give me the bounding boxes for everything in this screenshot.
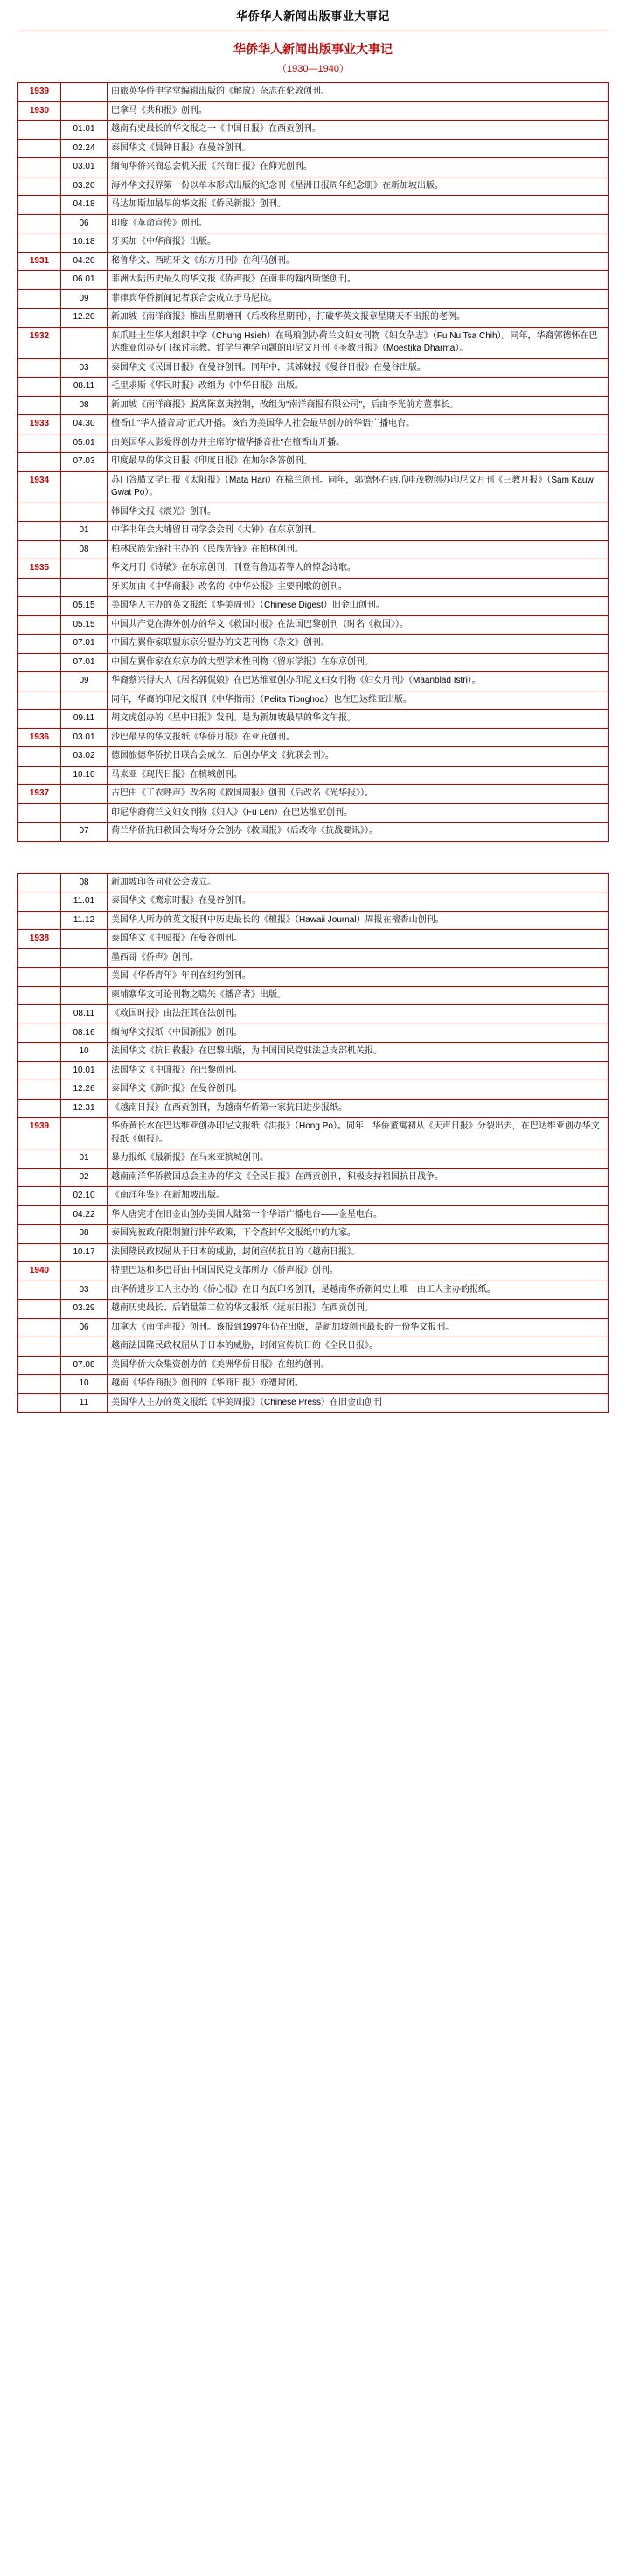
cell-year [18, 691, 61, 710]
cell-year [18, 578, 61, 597]
cell-year [18, 214, 61, 233]
cell-year [18, 139, 61, 158]
cell-year [18, 1005, 61, 1024]
cell-event-text: 柏林民族先锋社主办的《民族先锋》在柏林创刊。 [108, 540, 609, 559]
cell-event-text: 秘鲁华文、西班牙文《东方月刊》在利马创刊。 [108, 252, 609, 271]
page-break-spacer [0, 851, 626, 873]
table-row [18, 540, 609, 559]
cell-date: 10.01 [61, 1061, 108, 1080]
cell-year [18, 396, 61, 415]
cell-year [18, 635, 61, 654]
table-row [18, 653, 609, 672]
cell-event-text: 泰国华文《晨钟日报》在曼谷创刊。 [108, 139, 609, 158]
table-row [18, 948, 609, 968]
cell-date [61, 503, 108, 522]
cell-date: 12.20 [61, 309, 108, 328]
cell-event-text: 华人唐宪才在旧金山创办美国大陆第一个华语广播电台——金星电台。 [108, 1205, 609, 1225]
cell-date: 01 [61, 1149, 108, 1169]
cell-date: 08.11 [61, 1005, 108, 1024]
cell-year [18, 968, 61, 987]
cell-date: 07.01 [61, 635, 108, 654]
table-row [18, 766, 609, 785]
cell-year [18, 378, 61, 397]
cell-event-text: 中国左翼作家在东京办的大型学术性刊物《留东学报》在东京创刊。 [108, 653, 609, 672]
cell-event-text: 印尼华裔荷兰文妇女刊物《妇人》（Fu Len）在巴达维亚创刊。 [108, 803, 609, 823]
cell-year [18, 434, 61, 453]
cell-year: 1939 [18, 1118, 61, 1149]
cell-event-text: 马来亚《现代日报》在槟城创刊。 [108, 766, 609, 785]
cell-year [18, 540, 61, 559]
cell-event-text: 菲律宾华侨新闻记者联合会成立于马尼拉。 [108, 289, 609, 309]
cell-year [18, 1375, 61, 1394]
cell-date: 10 [61, 1043, 108, 1062]
cell-date [61, 803, 108, 823]
cell-date: 08.16 [61, 1024, 108, 1043]
cell-event-text: 越南有史最长的华文报之一《中国日报》在西贡创刊。 [108, 121, 609, 140]
cell-date: 03.20 [61, 177, 108, 196]
cell-date: 07.08 [61, 1356, 108, 1375]
cell-event-text: 柬埔寨华文可论刊物之嚆矢《播音者》出版。 [108, 986, 609, 1005]
cell-event-text: 胡文虎创办的《星中日报》发刊。是为新加坡最早的华文午报。 [108, 710, 609, 729]
cell-event-text: 特里巴达和多巴哥由中国国民党支部所办《侨声报》创刊。 [108, 1262, 609, 1281]
table-row [18, 1061, 609, 1080]
cell-event-text: 德国旅德华侨抗日联合会成立，后创办华文《抗联会刊》。 [108, 747, 609, 767]
table-row [18, 415, 609, 434]
cell-date [61, 83, 108, 102]
cell-event-text: 新加坡《南洋商报》推出星期增刊（后改称星期刊），打破华英文报章星期天不出报的老例。 [108, 309, 609, 328]
cell-year [18, 597, 61, 616]
cell-year: 1931 [18, 252, 61, 271]
cell-year [18, 1099, 61, 1118]
cell-date: 06.01 [61, 271, 108, 290]
cell-date: 11 [61, 1393, 108, 1413]
cell-year [18, 1337, 61, 1357]
cell-year [18, 503, 61, 522]
table-row [18, 1225, 609, 1244]
table-row [18, 1118, 609, 1149]
table-row [18, 597, 609, 616]
cell-year: 1938 [18, 930, 61, 949]
cell-date [61, 578, 108, 597]
cell-year [18, 358, 61, 378]
cell-event-text: 由华侨进步工人主办的《侨心报》在日内瓦印务创刊，是越南华侨新闻史上唯一由工人主办的报纸。 [108, 1281, 609, 1300]
cell-event-text: 新加坡印务同业公会成立。 [108, 873, 609, 892]
cell-event-text: 毛里求斯《华民时报》改组为《中华日报》出版。 [108, 378, 609, 397]
cell-date: 01 [61, 522, 108, 541]
cell-date: 12.31 [61, 1099, 108, 1118]
cell-year [18, 672, 61, 691]
cell-year: 1939 [18, 83, 61, 102]
cell-date [61, 101, 108, 121]
cell-year [18, 309, 61, 328]
cell-event-text: 泰国宪被政府限制擅行排华政策，下令查封华文报纸中的九家。 [108, 1225, 609, 1244]
table-row [18, 873, 609, 892]
table-row [18, 453, 609, 472]
table-row [18, 158, 609, 177]
table-row [18, 803, 609, 823]
table-row [18, 1375, 609, 1394]
table-row [18, 358, 609, 378]
cell-event-text: 法国隆民政权屈从于日本的威胁，封闭宣传抗日的《越南日报》。 [108, 1243, 609, 1262]
cell-date: 10 [61, 1375, 108, 1394]
table-row [18, 691, 609, 710]
cell-year: 1934 [18, 471, 61, 503]
table-row [18, 1281, 609, 1300]
cell-year [18, 177, 61, 196]
cell-year [18, 453, 61, 472]
cell-year [18, 1281, 61, 1300]
cell-date: 02.10 [61, 1187, 108, 1206]
cell-event-text: 墨西哥《侨声》创刊。 [108, 948, 609, 968]
cell-event-text: 《救国时报》由法汪其在法创刊。 [108, 1005, 609, 1024]
table-row [18, 578, 609, 597]
cell-event-text: 越南历史最长、后销量第二位的华文报纸《远东日报》在西贡创刊。 [108, 1300, 609, 1319]
cell-year [18, 1080, 61, 1100]
table-row [18, 214, 609, 233]
cell-date [61, 785, 108, 804]
table-row [18, 471, 609, 503]
cell-year [18, 710, 61, 729]
cell-date: 03.01 [61, 728, 108, 747]
table-row [18, 1024, 609, 1043]
cell-year [18, 1061, 61, 1080]
cell-date: 10.17 [61, 1243, 108, 1262]
table-row [18, 1356, 609, 1375]
table-row [18, 615, 609, 635]
cell-event-text: 法国华文《抗日救报》在巴黎出版，为中国国民党驻法总支部机关报。 [108, 1043, 609, 1062]
cell-year: 1940 [18, 1262, 61, 1281]
cell-event-text: 由美国华人影爱得创办并主席的"檀华播音社"在檀香山开播。 [108, 434, 609, 453]
table-row [18, 139, 609, 158]
cell-date: 11.01 [61, 892, 108, 912]
cell-event-text: 新加坡《南洋商报》脱离陈嘉庚控制，改组为"南洋商报有限公司"，后由李光前方董事长。 [108, 396, 609, 415]
cell-date [61, 948, 108, 968]
table-row [18, 930, 609, 949]
cell-date [61, 691, 108, 710]
cell-date: 03.01 [61, 158, 108, 177]
cell-date: 08 [61, 873, 108, 892]
cell-year [18, 158, 61, 177]
cell-event-text: 华侨黄长水在巴达维亚创办印尼文报纸《洪报》（Hong Po）。同年，华侨董寓初从《天声日报》分裂出去，在巴达维亚创办华文报纸《朝报》。 [108, 1118, 609, 1149]
cell-year [18, 522, 61, 541]
cell-year [18, 1318, 61, 1337]
cell-year [18, 892, 61, 912]
cell-event-text: 菲洲大陆历史最久的华文报《侨声报》在南非的翰内斯堡创刊。 [108, 271, 609, 290]
cell-year [18, 196, 61, 215]
cell-event-text: 海外华文报界第一份以单本形式出版的纪念刊《星洲日报周年纪念册》在新加坡出版。 [108, 177, 609, 196]
cell-event-text: 沙巴最早的华文报纸《华侨月报》在亚庇创刊。 [108, 728, 609, 747]
document-header-title: 华侨华人新闻出版事业大事记 [236, 10, 390, 23]
cell-event-text: 中华书年会大埔留日同学会会刊《大钟》在东京创刊。 [108, 522, 609, 541]
cell-event-text: 加拿大《南洋声报》创刊。该报到1997年仍在出版，是新加坡创刊最长的一份华文报刊。 [108, 1318, 609, 1337]
table-row [18, 710, 609, 729]
cell-year: 1936 [18, 728, 61, 747]
cell-date: 08 [61, 540, 108, 559]
cell-event-text: 东爪哇土生华人组织中学（Chung Hsieh）在玛琅创办荷兰文妇女刊物《妇女杂志》（Fu Nu Tsa Chih）。同年，华裔郭德怀在巴达维亚创办专门探讨宗教、哲学与神学问题的印尼文月刊《圣教月报》（Moestika Dharma）。 [108, 327, 609, 358]
cell-year [18, 1205, 61, 1225]
cell-year [18, 1300, 61, 1319]
cell-year [18, 289, 61, 309]
cell-event-text: 美国华人主办的英文报纸《华美周刊》（Chinese Digest）旧金山创刊。 [108, 597, 609, 616]
cell-year: 1937 [18, 785, 61, 804]
cell-event-text: 苏门答腊文学日报《太阳报》（Mata Hari）在棉兰创刊。同年，郭德怀在西爪哇茂物创办印尼文月刊《三教月报》（Sam Kauw Gwat Po）。 [108, 471, 609, 503]
cell-date: 04.22 [61, 1205, 108, 1225]
cell-event-text: 越南法国隆民政权屈从于日本的威胁，封闭宣传抗日的《全民日报》。 [108, 1337, 609, 1357]
cell-year [18, 121, 61, 140]
page-title: 华侨华人新闻出版事业大事记 [233, 42, 393, 56]
table-row [18, 378, 609, 397]
cell-date: 05.01 [61, 434, 108, 453]
table-row [18, 233, 609, 253]
events-table-part2 [17, 873, 609, 1413]
cell-event-text: 中国共产党在海外创办的华文《救国时报》在法国巴黎创刊（时名《救国》）。 [108, 615, 609, 635]
cell-date: 04.18 [61, 196, 108, 215]
cell-event-text: 缅甸华侨兴商总会机关报《兴商日报》在仰光创刊。 [108, 158, 609, 177]
table-row [18, 1205, 609, 1225]
cell-year [18, 1243, 61, 1262]
table-row [18, 1168, 609, 1187]
cell-year: 1932 [18, 327, 61, 358]
table-row [18, 1318, 609, 1337]
table-row [18, 1393, 609, 1413]
cell-event-text: 韩国华文报《震光》创刊。 [108, 503, 609, 522]
cell-date [61, 986, 108, 1005]
table-row [18, 1149, 609, 1169]
cell-event-text: 古巴由《工农呼声》改名的《救国周报》创刊（后改名《光华报》）。 [108, 785, 609, 804]
table-row [18, 101, 609, 121]
table-row [18, 968, 609, 987]
cell-date: 08 [61, 396, 108, 415]
cell-date [61, 1118, 108, 1149]
table-row [18, 1080, 609, 1100]
cell-year [18, 986, 61, 1005]
table-row [18, 1187, 609, 1206]
cell-event-text: 中国左翼作家联盟东京分盟办的文艺刊物《杂文》创刊。 [108, 635, 609, 654]
cell-date: 06 [61, 1318, 108, 1337]
cell-year [18, 823, 61, 842]
cell-date: 03.29 [61, 1300, 108, 1319]
cell-date: 09.11 [61, 710, 108, 729]
cell-event-text: 华裔蔡兴得夫人《居名郭侃娘》在巴达维亚创办印尼文妇女刊物《妇女月刊》（Maanblad Istri）。 [108, 672, 609, 691]
cell-date [61, 1337, 108, 1357]
cell-date [61, 1262, 108, 1281]
page-subtitle: （1930—1940） [277, 64, 349, 74]
cell-event-text: 印度《革命宣传》创刊。 [108, 214, 609, 233]
cell-year [18, 1356, 61, 1375]
cell-year: 1935 [18, 559, 61, 579]
cell-year [18, 615, 61, 635]
cell-event-text: 由旅英华侨申学堂编辑出版的《解放》杂志在伦敦创刊。 [108, 83, 609, 102]
events-table-part1 [17, 82, 609, 842]
table-row [18, 911, 609, 930]
cell-year [18, 1225, 61, 1244]
cell-date: 10.10 [61, 766, 108, 785]
cell-date: 05.15 [61, 597, 108, 616]
table-row [18, 1300, 609, 1319]
table-row [18, 986, 609, 1005]
cell-event-text: 美国《华侨青年》年刊在纽约创刊。 [108, 968, 609, 987]
cell-event-text: 巴拿马《共和报》创刊。 [108, 101, 609, 121]
cell-date: 08.11 [61, 378, 108, 397]
cell-year: 1933 [18, 415, 61, 434]
table-row [18, 747, 609, 767]
cell-year [18, 1187, 61, 1206]
cell-date [61, 471, 108, 503]
cell-event-text: 荷兰华侨抗日救国会海牙分会创办《救国报》（后改称《抗战要讯》）。 [108, 823, 609, 842]
cell-event-text: 《南洋年鉴》在新加坡出版。 [108, 1187, 609, 1206]
cell-date: 08 [61, 1225, 108, 1244]
cell-event-text: 印度最早的华文日报《印度日报》在加尔各答创刊。 [108, 453, 609, 472]
cell-event-text: 法国华文《中国报》在巴黎创刊。 [108, 1061, 609, 1080]
cell-date [61, 930, 108, 949]
table-row [18, 728, 609, 747]
table-row [18, 672, 609, 691]
cell-date: 02 [61, 1168, 108, 1187]
cell-date [61, 327, 108, 358]
cell-year [18, 747, 61, 767]
cell-date: 02.24 [61, 139, 108, 158]
cell-year [18, 1149, 61, 1169]
table-row [18, 196, 609, 215]
table-row [18, 121, 609, 140]
cell-event-text: 牙买加由《中华商报》改名的《中华公报》主要刊歌的创刊。 [108, 578, 609, 597]
table-row [18, 1005, 609, 1024]
cell-event-text: 泰国华文《新时报》在曼谷创刊。 [108, 1080, 609, 1100]
cell-date: 09 [61, 289, 108, 309]
table-row [18, 559, 609, 579]
cell-year [18, 911, 61, 930]
cell-event-text: 泰国华文《中原报》在曼谷创刊。 [108, 930, 609, 949]
table-row [18, 892, 609, 912]
cell-date: 04.20 [61, 252, 108, 271]
cell-date: 07.03 [61, 453, 108, 472]
cell-date: 09 [61, 672, 108, 691]
cell-date [61, 968, 108, 987]
cell-year [18, 948, 61, 968]
cell-date: 03 [61, 358, 108, 378]
cell-date: 10.18 [61, 233, 108, 253]
table-row [18, 83, 609, 102]
cell-date: 07.01 [61, 653, 108, 672]
cell-event-text: 泰国华文《鹰京时报》在曼谷创刊。 [108, 892, 609, 912]
cell-date: 03.02 [61, 747, 108, 767]
cell-event-text: 檀香山"华人播音局"正式开播。该台为美国华人社会最早创办的华语广播电台。 [108, 415, 609, 434]
table-row [18, 1337, 609, 1357]
table-row [18, 252, 609, 271]
cell-date: 12.26 [61, 1080, 108, 1100]
table-row [18, 823, 609, 842]
cell-year [18, 1043, 61, 1062]
cell-event-text: 牙买加《中华商报》出版。 [108, 233, 609, 253]
cell-year [18, 653, 61, 672]
cell-date: 03 [61, 1281, 108, 1300]
table-row [18, 1099, 609, 1118]
cell-event-text: 美国华人主办的英文报纸《华美周报》（Chinese Press）在旧金山创刊 [108, 1393, 609, 1413]
cell-date: 11.12 [61, 911, 108, 930]
table-row [18, 785, 609, 804]
cell-event-text: 同年，华裔的印尼文报刊《中华指南》（Pelita Tionghoa）也在巴达维亚出版。 [108, 691, 609, 710]
table-row [18, 396, 609, 415]
cell-date: 06 [61, 214, 108, 233]
cell-year [18, 271, 61, 290]
cell-event-text: 《越南日报》在西贡创刊，为越南华侨第一家抗日进步报纸。 [108, 1099, 609, 1118]
table-row [18, 635, 609, 654]
cell-year [18, 873, 61, 892]
table-row [18, 271, 609, 290]
table-row [18, 1262, 609, 1281]
cell-event-text: 华文月刊《诗敏》在东京创刊，刊登有鲁迅若等人的悼念诗歌。 [108, 559, 609, 579]
table-row [18, 1243, 609, 1262]
cell-year [18, 766, 61, 785]
cell-event-text: 缅甸华文报纸《中国新报》创刊。 [108, 1024, 609, 1043]
table-row [18, 289, 609, 309]
cell-event-text: 泰国华文《民国日报》在曼谷创刊。同年中，其姊妹报《曼谷日报》在曼谷出版。 [108, 358, 609, 378]
cell-date: 05.15 [61, 615, 108, 635]
cell-date [61, 559, 108, 579]
table-row [18, 309, 609, 328]
cell-year [18, 803, 61, 823]
cell-year [18, 1168, 61, 1187]
cell-date: 01.01 [61, 121, 108, 140]
cell-date: 07 [61, 823, 108, 842]
cell-event-text: 暴力报纸《最新报》在马来亚槟城创刊。 [108, 1149, 609, 1169]
table-row [18, 177, 609, 196]
table-row [18, 1043, 609, 1062]
cell-year [18, 233, 61, 253]
cell-year: 1930 [18, 101, 61, 121]
cell-event-text: 越南《华侨商报》创刊的《华商日报》亦遭封闭。 [108, 1375, 609, 1394]
cell-event-text: 越南南洋华侨救国总会主办的华文《全民日报》在西贡创刊，积极支持祖国抗日战争。 [108, 1168, 609, 1187]
table-row [18, 434, 609, 453]
cell-date: 04.30 [61, 415, 108, 434]
table-row [18, 327, 609, 358]
cell-year [18, 1024, 61, 1043]
cell-event-text: 美国华侨大众集资创办的《美洲华侨日报》在纽约创刊。 [108, 1356, 609, 1375]
cell-year [18, 1393, 61, 1413]
table-row [18, 503, 609, 522]
cell-event-text: 美国华人所办的英文报刊中历史最长的《檀报》（Hawaii Journal）周报在檀香山创刊。 [108, 911, 609, 930]
cell-event-text: 马达加斯加最早的华文报《侨民新报》创刊。 [108, 196, 609, 215]
table-row [18, 522, 609, 541]
